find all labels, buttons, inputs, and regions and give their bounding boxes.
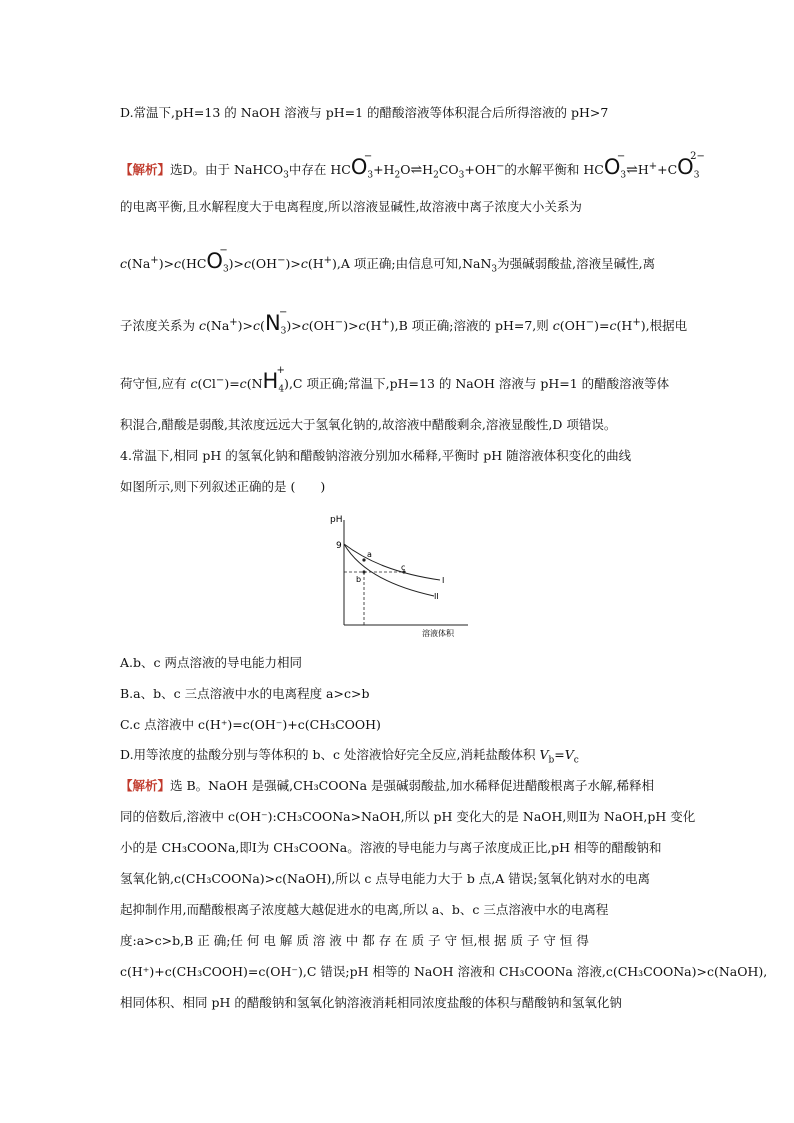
a1-text-h: 的水解平衡和 HC — [504, 162, 604, 178]
analysis2-line7: c(H⁺)+c(CH₃COOH)=c(OH⁻),C 错误;pH 相等的 NaOH 溶液和 CH₃COONa 溶液,c(CH₃COONa)>c(NaOH), — [120, 964, 768, 979]
a1-text-i: H — [637, 162, 649, 178]
a1-line5-b: ,C 项正确;常温下,pH=13 的 NaOH 溶液与 pH=1 的醋酸溶液等体 — [288, 376, 670, 392]
option-c-formula: c(H⁺)=c(OH⁻)+c(CH₃COOH) — [198, 717, 381, 732]
a1-line3-b: ,A 项正确;由信息可知,NaN — [336, 256, 492, 272]
a1-text-a: 选D。由于 NaHCO — [170, 162, 284, 178]
analysis1-line2: 的电离平衡,且水解程度大于电离程度,所以溶液显碱性,故溶液中离子浓度大小关系为 — [120, 199, 582, 214]
option-c-label: C.c 点溶液中 — [120, 717, 199, 732]
option-d-vc: V — [564, 747, 574, 762]
option-d-vb: V — [539, 747, 549, 762]
question4-stem-line2: 如图所示,则下列叙述正确的是 ( ) — [120, 479, 326, 494]
equilibrium-arrow-icon: ⇌ — [410, 162, 423, 179]
question4-stem-line1: 4.常温下,相同 pH 的氢氧化钠和醋酸钠溶液分别加水稀释,平衡时 pH 随溶液体积变化的曲线 — [120, 448, 632, 463]
a1-line4-b: ,B 项正确;溶液的 pH=7,则 — [394, 318, 553, 334]
a1-text-c: +H — [373, 162, 395, 178]
label-c: c — [401, 563, 406, 572]
x-axis-label: 溶液体积 — [422, 629, 454, 638]
label-curve-I: I — [442, 576, 445, 585]
a1-text-b: 中存在 HC — [288, 162, 351, 178]
analysis2-line2: 同的倍数后,溶液中 c(OH⁻):CH₃COONa>NaOH,所以 pH 变化大的是 NaOH,则Ⅱ为 NaOH,pH 变化 — [120, 809, 696, 824]
analysis1-line3: $c(Na^+)>c(HCO_3$ − )>c(OH−)>c(H+),A 项正确;由信息可知,NaN$_3$为强碱弱酸盐,溶液呈碱性,离 — [120, 245, 656, 275]
a1-text-j: +C — [657, 162, 678, 178]
a1-text-f: CO — [438, 162, 459, 178]
analysis2-line1 — [120, 777, 654, 795]
point-a — [362, 558, 365, 561]
option-d-vc-sub: c — [573, 755, 579, 766]
label-a: a — [367, 550, 372, 559]
analysis2-line5: 起抑制作用,而醋酸根离子浓度越大越促进水的电离,所以 a、b、c 三点溶液中水的电离程 — [120, 902, 609, 917]
prev-option-d: D.常温下,pH=13 的 NaOH 溶液与 pH=1 的醋酸溶液等体积混合后所得溶液的 pH>7 — [120, 105, 609, 120]
analysis1-line1: 【解析】选D。由于 NaHCO$_3$中存在 $HCO_3$ − $+H_2O\rightleftharpoons H_2CO_3+OH^-$的水解平衡和 $HCO_3$ − $\rightleftharpoons H^++CO_3$ 2− — [120, 151, 705, 181]
a1-text-e: H — [422, 162, 434, 178]
option-d-text: D.用等浓度的盐酸分别与等体积的 b、c 处溶液恰好完全反应,消耗盐酸体积 — [120, 747, 540, 762]
option-c — [120, 716, 381, 734]
analysis1-tag: 【解析】 — [120, 162, 171, 178]
point-b — [362, 570, 365, 573]
option-d-eq: = — [554, 747, 565, 762]
analysis2-line3: 小的是 CH₃COONa,即Ⅰ为 CH₃COONa。溶液的导电能力与离子浓度成正比,pH 相等的醋酸钠和 — [120, 840, 662, 855]
option-a: A.b、c 两点溶液的导电能力相同 — [120, 655, 302, 670]
analysis1-line4: 子浓度关系为 $c(Na^+)>c(N_3$ − )>c(OH−)>c(H+),B 项正确;溶液的 pH=7,则 c(OH−)=c(H+),根据电 — [120, 307, 688, 337]
a1-line4-c: ,根据电 — [645, 318, 688, 334]
equilibrium-arrow-icon-2: ⇌ — [626, 162, 638, 179]
option-b: B.a、b、c 三点溶液中水的电离程度 a>c>b — [120, 686, 370, 701]
curve-II — [344, 544, 434, 596]
label-b: b — [356, 575, 362, 584]
a1-line5-a: 荷守恒,应有 — [120, 376, 191, 392]
a1-text-d: O — [400, 162, 411, 178]
a1-text-g: +OH — [464, 162, 496, 178]
analysis2-tag: 【解析】 — [120, 778, 171, 793]
analysis2-line8: 相同体积、相同 pH 的醋酸钠和氢氧化钠溶液消耗相同浓度盐酸的体积与醋酸钠和氢氧化钠 — [120, 995, 622, 1010]
analysis2-l1-text: 选 B。NaOH 是强碱,CH₃COONa 是强碱弱酸盐,加水稀释促进醋酸根离子水解,稀释相 — [170, 778, 655, 793]
y-axis-label: pH — [330, 515, 343, 525]
label-curve-II: II — [434, 592, 439, 601]
a1-line3-c: 为强碱弱酸盐,溶液呈碱性,离 — [497, 256, 656, 272]
analysis1-line6: 积混合,醋酸是弱酸,其浓度远远大于氢氧化钠的,故溶液中醋酸剩余,溶液显酸性,D 项错误。 — [120, 417, 617, 432]
start-value-label: 9 — [336, 541, 342, 551]
analysis2-line6: 度:a>c>b,B 正 确;任 何 电 解 质 溶 液 中 都 存 在 质 子 守 恒,根 据 质 子 守 恒 得 — [120, 933, 589, 948]
analysis2-line4: 氢氧化钠,c(CH₃COONa)>c(NaOH),所以 c 点导电能力大于 b 点,A 错误;氢氧化钠对水的电离 — [120, 871, 650, 886]
option-d-vb-sub: b — [548, 755, 555, 766]
option-d — [120, 746, 579, 770]
analysis1-line5: 荷守恒,应有 $c(Cl^-)=c(NH_4$ + ),C 项正确;常温下,pH=13 的 NaOH 溶液与 pH=1 的醋酸溶液等体 — [120, 365, 670, 395]
a1-line4-a: 子浓度关系为 — [120, 318, 199, 334]
ph-dilution-graph — [328, 512, 478, 640]
